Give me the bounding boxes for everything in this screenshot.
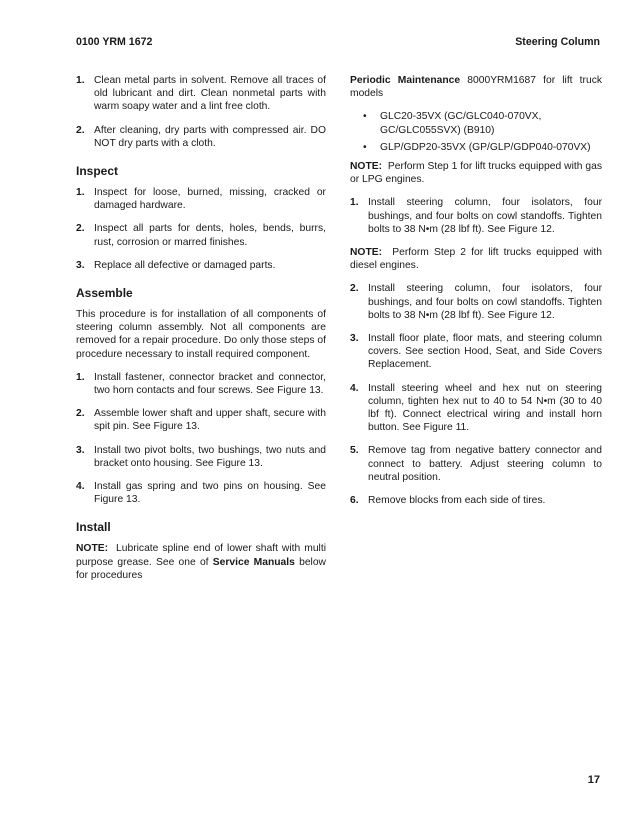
inspect-heading: Inspect [76, 164, 119, 179]
step-number: 3. [76, 259, 85, 271]
list-item [350, 110, 602, 136]
inspect-step [76, 259, 326, 272]
assemble-heading: Assemble [76, 286, 133, 301]
step-number: 2. [76, 124, 85, 136]
step-text: Install steering column, four isolators, four bushings, and four bolts on cowl standoffs. Tighten bolts to 38 N•m (28 lbf ft). See Figure 12. [368, 197, 602, 235]
step-text: Remove blocks from each side of tires. [368, 495, 546, 507]
install-step [350, 282, 602, 322]
step-number: 6. [350, 495, 359, 507]
pm-label: Periodic Maintenance [350, 75, 461, 86]
assemble-step [76, 371, 326, 397]
model-text: GLP/GDP20-35VX (GP/GLP/GDP040-070VX) [380, 141, 591, 153]
inspect-step [76, 222, 326, 248]
section-title: Steering Column [515, 36, 600, 48]
install-heading: Install [76, 520, 111, 535]
step-text: Inspect for loose, burned, missing, cracked or damaged hardware. [94, 187, 326, 212]
note-text: Lubricate spline end of lower shaft with multi purpose grease. See one of [76, 543, 326, 568]
step-text: Install gas spring and two pins on housing. See Figure 13. [94, 481, 326, 506]
step-text: Inspect all parts for dents, holes, bends, burrs, rust, corrosion or marred finishes. [94, 223, 326, 248]
step-number: 4. [350, 382, 359, 394]
periodic-maintenance-ref [350, 74, 602, 100]
step-text: Install two pivot bolts, two bushings, two nuts and bracket onto housing. See Figure 13. [94, 444, 326, 469]
install-note [76, 542, 326, 582]
step-number: 5. [350, 445, 359, 457]
step-number: 3. [76, 444, 85, 456]
assemble-step [76, 444, 326, 470]
step-number: 1. [76, 187, 85, 199]
note-label: NOTE: [350, 247, 383, 259]
step-number: 1. [76, 371, 85, 383]
page-number: 17 [587, 774, 600, 786]
step-text: Remove tag from negative battery connector and connect to battery. Adjust steering column to neutral position. [368, 445, 602, 483]
assemble-intro: This procedure is for installation of all components of steering column assembly. Not all components are removed for a repair procedure. Do only those steps of procedure necessary to install required component. [76, 309, 326, 360]
step-number: 2. [76, 223, 85, 235]
step-number: 2. [76, 408, 85, 420]
install-step [350, 332, 602, 372]
install-step [350, 382, 602, 435]
bullet-icon: • [363, 141, 367, 153]
step-text: Assemble lower shaft and upper shaft, secure with spit pin. See Figure 13. [94, 408, 326, 433]
install-step [350, 196, 602, 236]
install-step [350, 444, 602, 484]
step-number: 4. [76, 481, 85, 493]
model-text: GLC20-35VX (GC/GLC040-070VX, GC/GLC055SVX) (B910) [380, 111, 542, 136]
document-number: 0100 YRM 1672 [76, 36, 153, 48]
note-tail: below for procedures [76, 556, 326, 581]
install-step [350, 494, 602, 507]
note-text: Perform Step 1 for lift trucks equipped with gas or LPG engines. [350, 161, 602, 186]
note-label: NOTE: [76, 543, 109, 555]
step-text: Install steering wheel and hex nut on steering column, tighten hex nut to 40 to 54 N•m (30 to 40 lbf ft). Connect electrical wiring and install horn button. See Figure 11. [368, 382, 602, 434]
list-item [350, 141, 602, 154]
service-manuals-ref: Service Manuals [212, 556, 295, 568]
left-column [76, 74, 326, 592]
step-text: Clean metal parts in solvent. Remove all traces of old lubricant and dirt. Clean nonmetal parts with warm soapy water and a lint free cloth. [94, 75, 326, 113]
step-text: Install steering column, four isolators, four bushings, and four bolts on cowl standoffs. Tighten bolts to 38 N•m (28 lbf ft). See Figure 12. [368, 283, 602, 321]
assemble-step [76, 407, 326, 433]
inspect-step [76, 186, 326, 212]
note-gas [350, 160, 602, 186]
note-label: NOTE: [350, 161, 383, 173]
step-text: Install floor plate, floor mats, and steering column covers. See section Hood, Seat, and Side Covers Replacement. [368, 333, 602, 371]
note-text: Perform Step 2 for lift trucks equipped with diesel engines. [350, 247, 602, 272]
pm-text: 8000YRM1687 for lift truck models [350, 75, 602, 100]
step-text: Install fastener, connector bracket and connector, two horn contacts and four screws. See Figure 13. [94, 371, 326, 397]
clean-step [76, 74, 326, 114]
step-text: After cleaning, dry parts with compressed air. DO NOT dry parts with a cloth. [94, 124, 326, 149]
bullet-icon: • [363, 111, 367, 123]
step-number: 3. [350, 333, 359, 345]
step-number: 1. [76, 75, 85, 86]
step-text: Replace all defective or damaged parts. [94, 259, 276, 271]
step-number: 1. [350, 197, 359, 209]
right-column [350, 74, 602, 517]
step-number: 2. [350, 283, 359, 295]
clean-step [76, 124, 326, 150]
note-diesel [350, 246, 602, 272]
assemble-step [76, 480, 326, 506]
model-list [350, 110, 602, 154]
